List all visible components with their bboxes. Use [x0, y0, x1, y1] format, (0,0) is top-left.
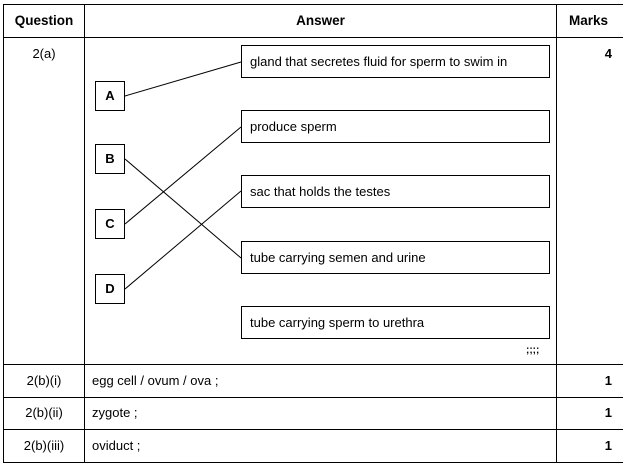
marks-value: 4	[604, 46, 612, 61]
question-number: 2(b)(i)	[26, 373, 62, 388]
letter-box-b: B	[95, 144, 125, 174]
question-number: 2(a)	[32, 46, 56, 61]
letter-box-a: A	[95, 81, 125, 111]
letter-box-c: C	[95, 209, 125, 239]
mark-ticks: ;;;;	[526, 345, 540, 356]
option-box: sac that holds the testes	[241, 175, 550, 208]
marks-value: 1	[604, 438, 612, 453]
match-line	[125, 159, 241, 258]
match-line	[125, 127, 241, 224]
match-line	[125, 62, 241, 96]
match-line	[125, 191, 241, 289]
answer-text: zygote ;	[92, 405, 138, 420]
header-question: Question	[14, 13, 74, 28]
marks-value: 1	[604, 373, 612, 388]
letter-box-d: D	[95, 274, 125, 304]
question-number: 2(b)(iii)	[23, 438, 65, 453]
header-answer: Answer	[296, 13, 345, 28]
answer-text: egg cell / ovum / ova ;	[92, 373, 219, 388]
option-box: gland that secretes fluid for sperm to swim in	[241, 45, 550, 78]
marks-value: 1	[604, 405, 612, 420]
option-box: produce sperm	[241, 110, 550, 143]
option-box: tube carrying semen and urine	[241, 241, 550, 274]
header-marks: Marks	[568, 13, 609, 28]
answer-text: oviduct ;	[92, 438, 141, 453]
question-number: 2(b)(ii)	[25, 405, 63, 420]
option-box: tube carrying sperm to urethra	[241, 306, 550, 339]
